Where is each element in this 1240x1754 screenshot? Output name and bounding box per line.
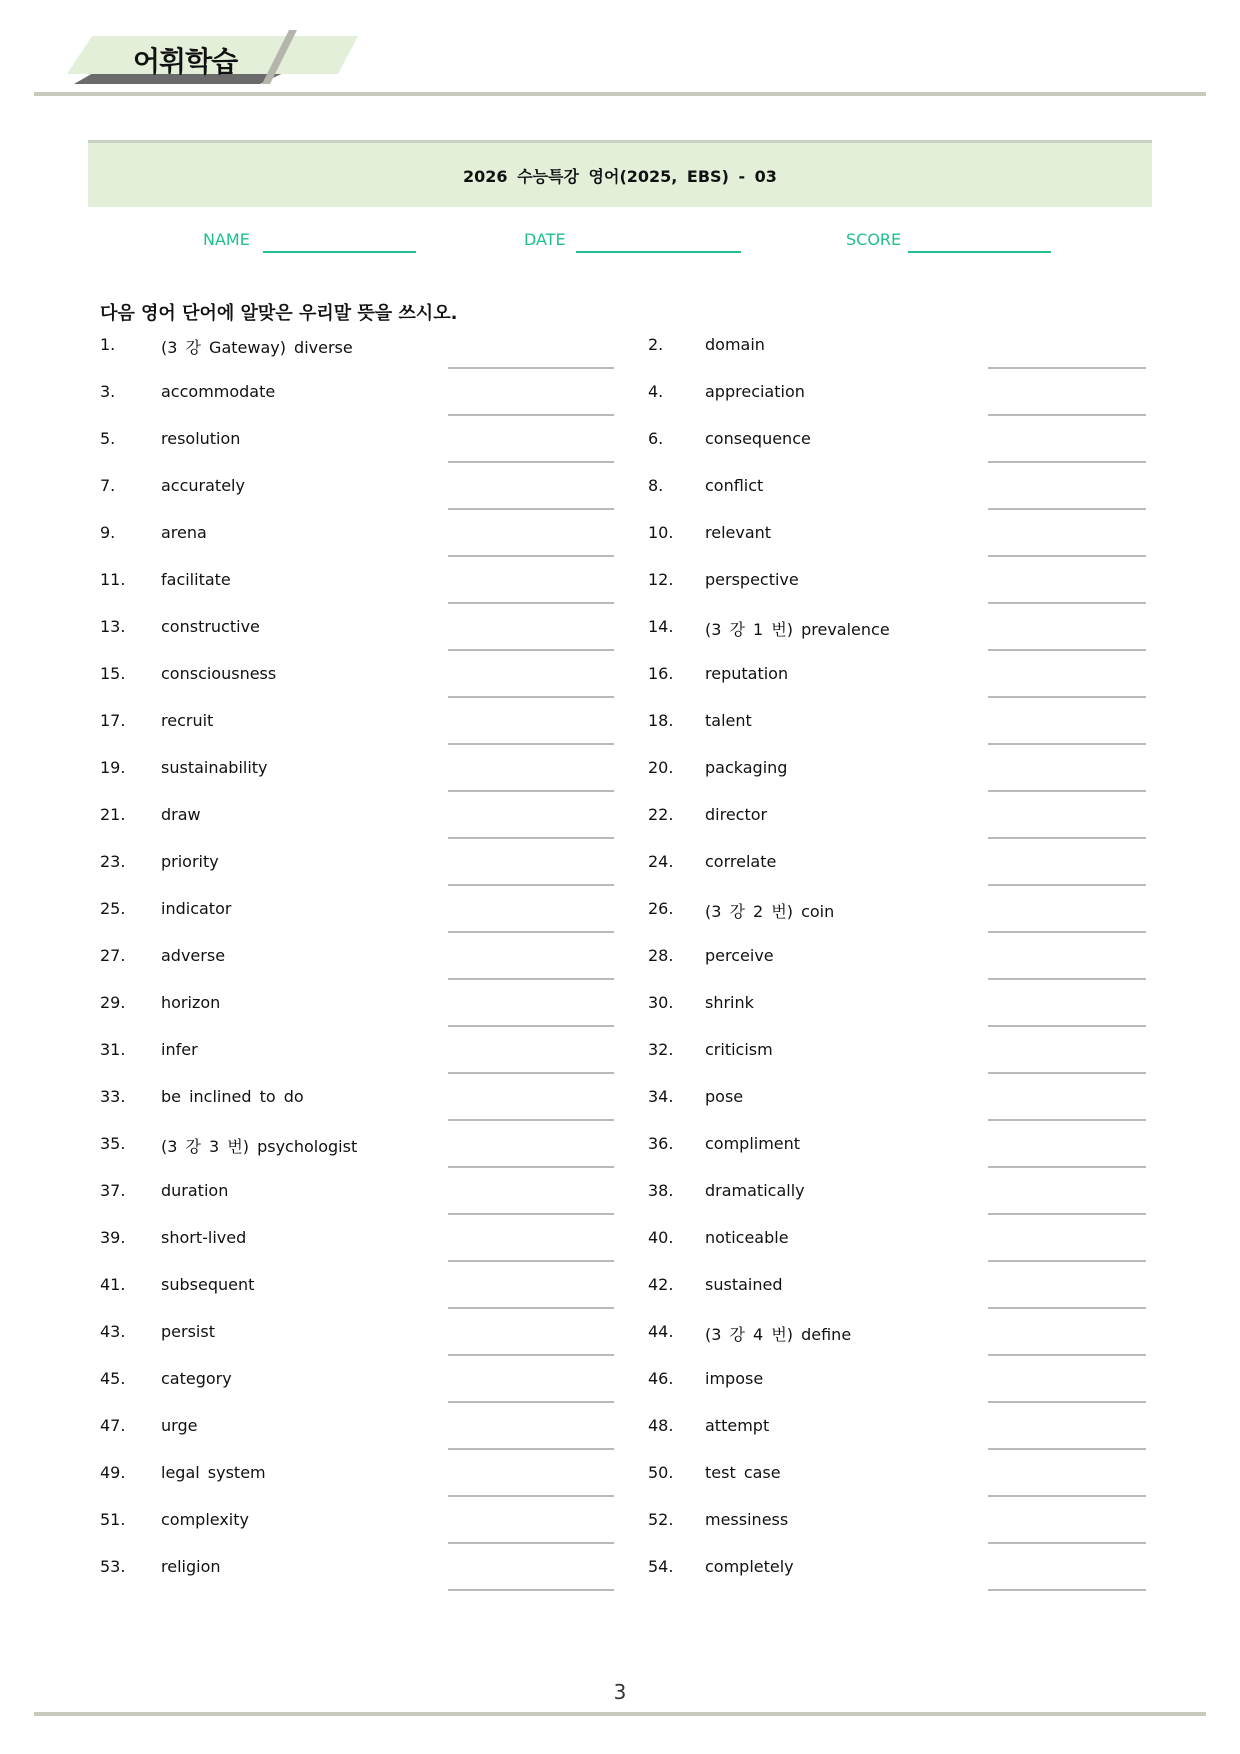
item-number: 43. [100,1322,126,1341]
item-number: 24. [648,852,674,871]
answer-blank[interactable] [988,367,1146,369]
answer-blank[interactable] [448,1260,614,1262]
answer-blank[interactable] [988,790,1146,792]
item-word: category [161,1369,232,1388]
item-word: test case [705,1463,781,1482]
item-word: (3 강 Gateway) diverse [161,338,353,357]
item-number: 53. [100,1557,126,1576]
answer-blank[interactable] [448,790,614,792]
item-number: 1. [100,335,116,354]
item-number: 54. [648,1557,674,1576]
date-field[interactable] [576,251,741,253]
item-word: facilitate [161,570,231,589]
answer-blank[interactable] [448,555,614,557]
item-number: 39. [100,1228,126,1247]
item-word: persist [161,1322,215,1341]
item-word: infer [161,1040,198,1059]
item-word: director [705,805,768,824]
item-word: adverse [161,946,226,965]
answer-blank[interactable] [448,1589,614,1591]
item-word: (3 강 2 번) coin [705,902,835,921]
item-word: sustained [705,1275,783,1294]
item-number: 4. [648,382,664,401]
answer-blank[interactable] [988,1072,1146,1074]
item-number: 22. [648,805,674,824]
answer-blank[interactable] [988,1213,1146,1215]
answer-blank[interactable] [448,696,614,698]
answer-blank[interactable] [988,931,1146,933]
item-number: 23. [100,852,126,871]
answer-blank[interactable] [988,555,1146,557]
answer-blank[interactable] [988,1401,1146,1403]
answer-blank[interactable] [448,367,614,369]
item-word: urge [161,1416,198,1435]
answer-blank[interactable] [988,602,1146,604]
item-word: indicator [161,899,232,918]
answer-blank[interactable] [988,1448,1146,1450]
answer-blank[interactable] [988,1495,1146,1497]
item-number: 47. [100,1416,126,1435]
item-word: attempt [705,1416,770,1435]
item-number: 27. [100,946,126,965]
answer-blank[interactable] [988,884,1146,886]
item-word: perspective [705,570,799,589]
item-word: completely [705,1557,794,1576]
score-field[interactable] [908,251,1051,253]
item-word: conflict [705,476,764,495]
item-number: 28. [648,946,674,965]
item-number: 15. [100,664,126,683]
item-number: 36. [648,1134,674,1153]
answer-blank[interactable] [448,1307,614,1309]
top-rule [34,92,1206,96]
item-word: horizon [161,993,221,1012]
answer-blank[interactable] [988,649,1146,651]
answer-blank[interactable] [448,884,614,886]
item-word: sustainability [161,758,268,777]
answer-blank[interactable] [448,602,614,604]
item-word: duration [161,1181,229,1200]
item-word: arena [161,523,207,542]
item-number: 32. [648,1040,674,1059]
item-number: 49. [100,1463,126,1482]
item-number: 3. [100,382,116,401]
item-number: 38. [648,1181,674,1200]
item-word: dramatically [705,1181,805,1200]
answer-blank[interactable] [988,743,1146,745]
item-word: messiness [705,1510,789,1529]
answer-blank[interactable] [988,1307,1146,1309]
item-word: reputation [705,664,789,683]
answer-blank[interactable] [448,1213,614,1215]
answer-blank[interactable] [448,1166,614,1168]
item-number: 33. [100,1087,126,1106]
item-number: 12. [648,570,674,589]
item-number: 52. [648,1510,674,1529]
name-field[interactable] [263,251,416,253]
item-number: 30. [648,993,674,1012]
answer-blank[interactable] [988,414,1146,416]
answer-blank[interactable] [448,978,614,980]
answer-blank[interactable] [448,508,614,510]
answer-blank[interactable] [448,1072,614,1074]
answer-blank[interactable] [448,1354,614,1356]
item-number: 51. [100,1510,126,1529]
item-number: 19. [100,758,126,777]
item-number: 37. [100,1181,126,1200]
answer-blank[interactable] [988,1025,1146,1027]
item-number: 50. [648,1463,674,1482]
item-word: legal system [161,1463,266,1482]
item-number: 45. [100,1369,126,1388]
item-word: short-lived [161,1228,247,1247]
answer-blank[interactable] [988,1354,1146,1356]
item-number: 20. [648,758,674,777]
item-word: religion [161,1557,221,1576]
answer-blank[interactable] [448,649,614,651]
item-number: 6. [648,429,664,448]
date-label: DATE [524,230,566,249]
item-number: 9. [100,523,116,542]
item-number: 29. [100,993,126,1012]
item-word: criticism [705,1040,773,1059]
answer-blank[interactable] [448,414,614,416]
item-number: 5. [100,429,116,448]
answer-blank[interactable] [988,696,1146,698]
item-number: 26. [648,899,674,918]
item-word: domain [705,335,765,354]
item-number: 42. [648,1275,674,1294]
name-label: NAME [203,230,250,249]
item-number: 10. [648,523,674,542]
item-word: consciousness [161,664,277,683]
answer-blank[interactable] [448,1495,614,1497]
item-number: 34. [648,1087,674,1106]
item-word: complexity [161,1510,249,1529]
item-number: 35. [100,1134,126,1153]
item-word: priority [161,852,219,871]
item-word: compliment [705,1134,801,1153]
answer-blank[interactable] [988,1166,1146,1168]
item-word: packaging [705,758,788,777]
item-number: 31. [100,1040,126,1059]
item-number: 25. [100,899,126,918]
item-word: accurately [161,476,245,495]
item-number: 8. [648,476,664,495]
title-band [88,140,1152,207]
item-word: appreciation [705,382,805,401]
page-number: 3 [613,1680,627,1704]
item-number: 16. [648,664,674,683]
answer-blank[interactable] [448,461,614,463]
item-word: relevant [705,523,772,542]
answer-blank[interactable] [448,1401,614,1403]
item-word: accommodate [161,382,276,401]
worksheet-title: 2026 수능특강 영어(2025, EBS) - 03 [463,166,777,186]
answer-blank[interactable] [988,837,1146,839]
item-word: consequence [705,429,811,448]
item-word: resolution [161,429,241,448]
item-number: 14. [648,617,674,636]
answer-blank[interactable] [988,1260,1146,1262]
item-word: pose [705,1087,744,1106]
header-badge-title: 어휘학습 [133,45,238,78]
item-number: 13. [100,617,126,636]
answer-blank[interactable] [448,1542,614,1544]
item-word: perceive [705,946,774,965]
answer-blank[interactable] [988,461,1146,463]
item-number: 21. [100,805,126,824]
item-word: (3 강 1 번) prevalence [705,620,890,639]
item-number: 41. [100,1275,126,1294]
answer-blank[interactable] [448,1119,614,1121]
item-word: impose [705,1369,764,1388]
answer-blank[interactable] [448,1448,614,1450]
item-number: 44. [648,1322,674,1341]
item-word: recruit [161,711,214,730]
item-number: 40. [648,1228,674,1247]
item-word: talent [705,711,752,730]
item-word: constructive [161,617,260,636]
item-number: 7. [100,476,116,495]
item-word: shrink [705,993,754,1012]
answer-blank[interactable] [988,1542,1146,1544]
item-word: (3 강 4 번) define [705,1325,852,1344]
item-word: (3 강 3 번) psychologist [161,1137,358,1156]
answer-blank[interactable] [988,1589,1146,1591]
item-word: correlate [705,852,777,871]
item-word: subsequent [161,1275,255,1294]
instructions: 다음 영어 단어에 알맞은 우리말 뜻을 쓰시오. [100,303,458,324]
item-number: 46. [648,1369,674,1388]
item-number: 2. [648,335,664,354]
item-number: 17. [100,711,126,730]
item-word: be inclined to do [161,1087,304,1106]
answer-blank[interactable] [448,743,614,745]
answer-blank[interactable] [988,978,1146,980]
item-number: 48. [648,1416,674,1435]
item-number: 11. [100,570,126,589]
answer-blank[interactable] [988,508,1146,510]
bottom-rule [34,1712,1206,1716]
item-word: noticeable [705,1228,789,1247]
score-label: SCORE [846,230,902,249]
answer-blank[interactable] [448,931,614,933]
item-word: draw [161,805,201,824]
item-number: 18. [648,711,674,730]
answer-blank[interactable] [448,1025,614,1027]
answer-blank[interactable] [988,1119,1146,1121]
answer-blank[interactable] [448,837,614,839]
